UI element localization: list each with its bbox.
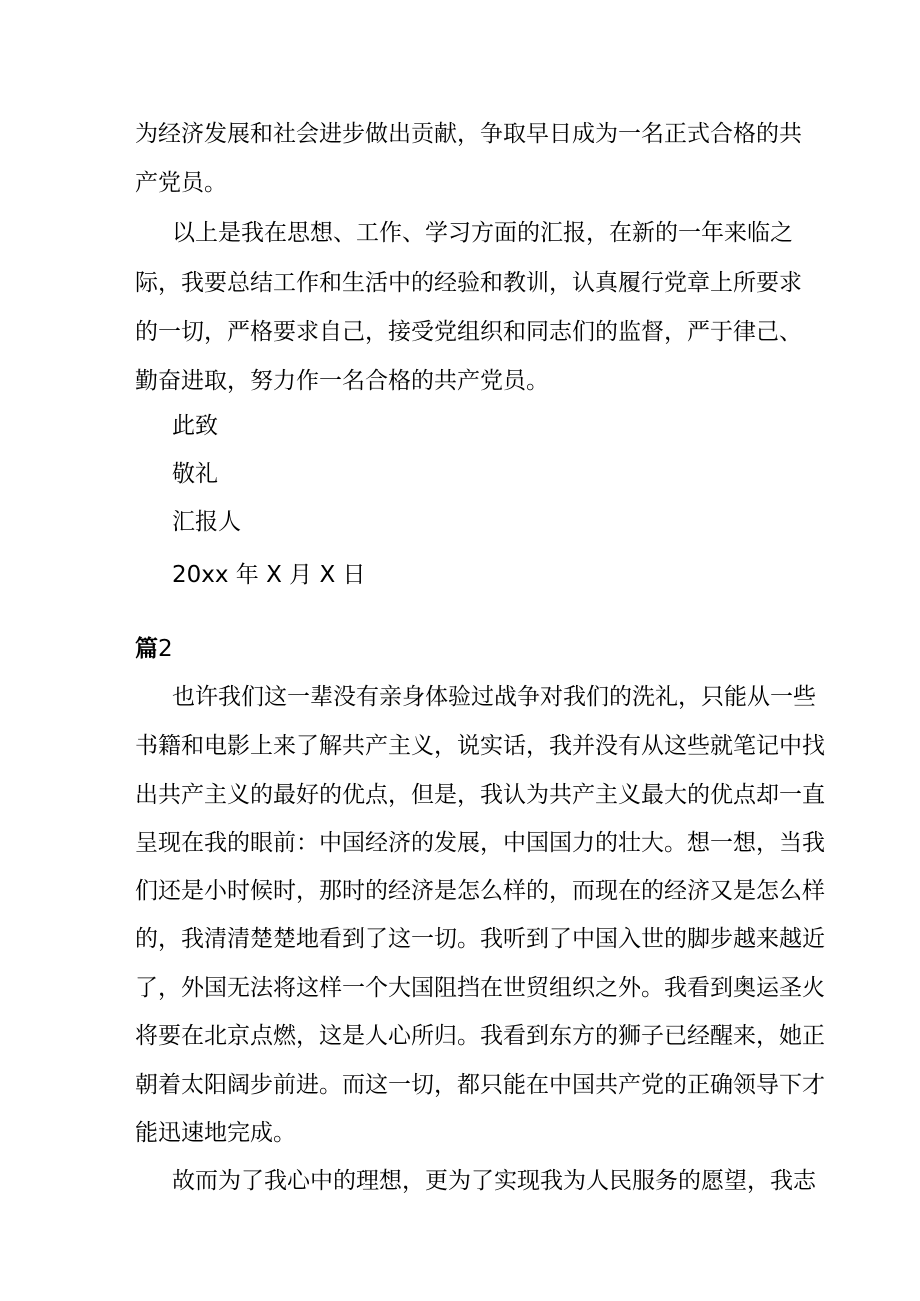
paragraph-line: 勤奋进取，努力作一名合格的共产党员。 bbox=[135, 368, 549, 394]
paragraph-line: 产党员。 bbox=[135, 170, 227, 196]
letter-signature: 汇报人 bbox=[172, 509, 241, 535]
paragraph-line: 们还是小时候时，那时的经济是怎么样的，而现在的经济又是怎么样 bbox=[135, 878, 825, 904]
paragraph-line: 也许我们这一辈没有亲身体验过战争对我们的洗礼，只能从一些 bbox=[172, 684, 816, 710]
paragraph-line: 朝着太阳阔步前进。而这一切，都只能在中国共产党的正确领导下才 bbox=[135, 1072, 825, 1098]
paragraph-line: 了，外国无法将这样一个大国阻挡在世贸组织之外。我看到奥运圣火 bbox=[135, 975, 825, 1001]
section-heading-word: 篇 bbox=[135, 636, 158, 662]
paragraph-line: 能迅速地完成。 bbox=[135, 1120, 296, 1146]
paragraph-line: 际，我要总结工作和生活中的经验和教训，认真履行党章上所要求 bbox=[135, 270, 802, 296]
paragraph-line: 出共产主义的最好的优点，但是，我认为共产主义最大的优点却一直 bbox=[135, 782, 825, 808]
letter-salute: 敬礼 bbox=[172, 461, 218, 487]
paragraph-line: 将要在北京点燃，这是人心所归。我看到东方的狮子已经醒来，她正 bbox=[135, 1023, 825, 1049]
paragraph-line: 为经济发展和社会进步做出贡献，争取早日成为一名正式合格的共 bbox=[135, 121, 802, 147]
paragraph-line: 的，我清清楚楚地看到了这一切。我听到了中国入世的脚步越来越近 bbox=[135, 926, 825, 952]
letter-closing: 此致 bbox=[172, 413, 218, 439]
paragraph-line: 书籍和电影上来了解共产主义，说实话，我并没有从这些就笔记中找 bbox=[135, 733, 825, 759]
section-heading-number: 2 bbox=[158, 636, 173, 662]
letter-date: 20xx 年 X 月 X 日 bbox=[172, 562, 366, 588]
section-heading bbox=[135, 634, 173, 664]
paragraph-line: 呈现在我的眼前：中国经济的发展，中国国力的壮大。想一想，当我 bbox=[135, 830, 825, 856]
paragraph-line: 的一切，严格要求自己，接受党组织和同志们的监督，严于律己、 bbox=[135, 319, 802, 345]
paragraph-line: 故而为了我心中的理想，更为了实现我为人民服务的愿望，我志 bbox=[172, 1168, 816, 1194]
paragraph-line: 以上是我在思想、工作、学习方面的汇报，在新的一年来临之 bbox=[172, 220, 793, 246]
